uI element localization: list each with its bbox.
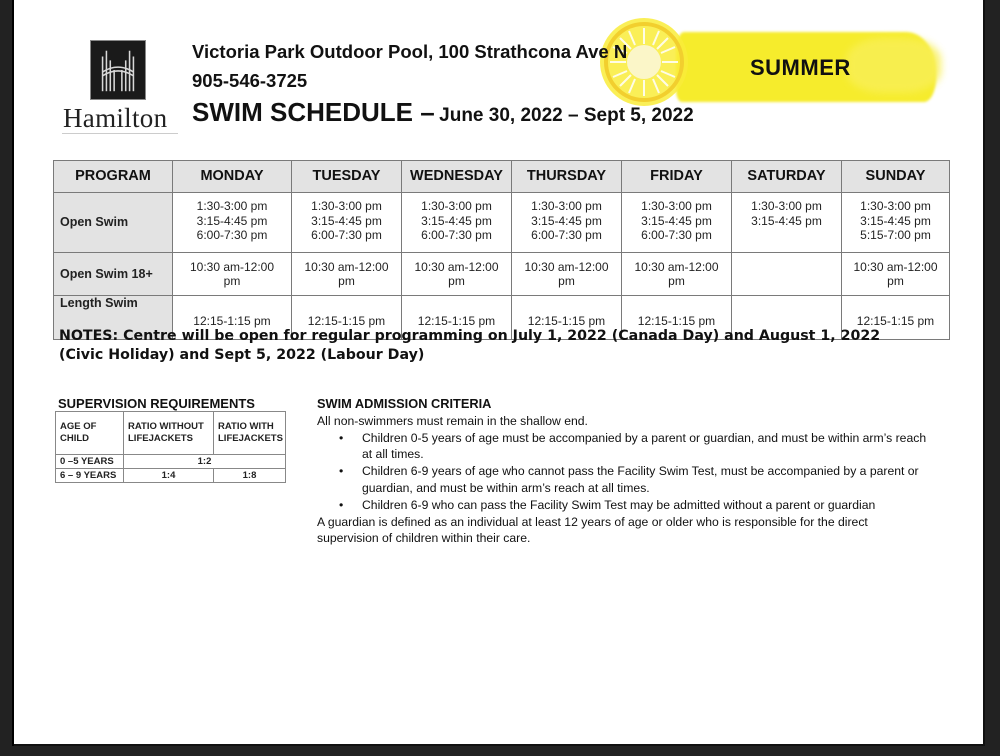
guardian-definition: supervision of children within their care.	[317, 531, 531, 546]
schedule-title: SWIM SCHEDULE –	[192, 97, 435, 127]
schedule-cell-sunday	[842, 253, 950, 296]
schedule-cell-saturday	[732, 193, 842, 253]
list-item	[317, 463, 957, 497]
season-badge: SUMMER	[750, 55, 851, 80]
supervision-header-row	[56, 412, 286, 455]
yellow-brush-tail	[846, 38, 941, 93]
admission-criteria	[317, 396, 957, 547]
table-row-open-swim-18plus	[54, 253, 950, 296]
schedule-cell-friday	[622, 193, 732, 253]
program-name: Open Swim	[54, 193, 173, 253]
admission-intro: All non-swimmers must remain in the shallow end.	[317, 413, 588, 428]
time-slot: pm	[668, 274, 685, 288]
column-header-ratio-without: RATIO WITHOUT LIFEJACKETS	[124, 412, 214, 455]
time-slot: 12:15-1:15 pm	[417, 314, 496, 329]
hamilton-logo-icon	[90, 40, 146, 100]
time-slot: 10:30 am-12:00	[189, 259, 275, 274]
admission-title: SWIM ADMISSION CRITERIA	[317, 396, 492, 411]
time-slot: 3:15-4:45 pm	[311, 213, 382, 228]
time-slot: pm	[448, 274, 465, 288]
swim-schedule-table	[53, 160, 950, 340]
time-slot: 5:15-7:00 pm	[860, 228, 931, 242]
ratio-without-lifejackets: 1:4	[124, 469, 214, 483]
time-slot: 3:15-4:45 pm	[860, 213, 931, 228]
supervision-row	[56, 469, 286, 483]
bullet-icon: •	[339, 430, 344, 445]
wordmark-underline	[62, 133, 178, 134]
column-header-wednesday: WEDNESDAY	[402, 161, 512, 193]
column-header-saturday: SATURDAY	[732, 161, 842, 193]
age-group: 0 –5 YEARS	[56, 455, 124, 469]
time-slot: 10:30 am-12:00	[414, 259, 499, 274]
program-name: Open Swim 18+	[54, 253, 173, 296]
admission-list	[317, 430, 957, 514]
bullet-icon: •	[339, 497, 344, 512]
table-row-open-swim	[54, 193, 950, 253]
column-header-thursday: THURSDAY	[512, 161, 622, 193]
holiday-notes	[59, 327, 949, 365]
list-item-text: at all times.	[362, 447, 424, 462]
column-header-tuesday: TUESDAY	[292, 161, 402, 193]
supervision-table	[55, 411, 286, 483]
time-slot: 6:00-7:30 pm	[196, 228, 268, 242]
ratio-combined: 1:2	[124, 455, 286, 469]
time-slot: 12:15-1:15 pm	[193, 314, 271, 329]
time-slot: pm	[338, 274, 355, 288]
page-title	[192, 97, 694, 128]
column-header-ratio-with: RATIO WITH LIFEJACKETS	[214, 412, 286, 455]
schedule-date-range: June 30, 2022 – Sept 5, 2022	[439, 105, 694, 126]
time-slot: 3:15-4:45 pm	[421, 213, 492, 228]
column-header-friday: FRIDAY	[622, 161, 732, 193]
bullet-icon: •	[339, 464, 344, 479]
organization-wordmark: Hamilton	[63, 103, 168, 133]
list-item-text: guardian, and must be within arm’s reach at all times.	[362, 480, 650, 495]
time-slot: pm	[558, 274, 575, 288]
time-slot: 1:30-3:00 pm	[196, 199, 268, 213]
time-slot: 10:30 am-12:00	[524, 259, 609, 274]
schedule-cell-monday	[173, 193, 292, 253]
column-header-age: AGE OF CHILD	[56, 412, 124, 455]
time-slot: 6:00-7:30 pm	[641, 228, 712, 242]
time-slot: 1:30-3:00 pm	[751, 199, 822, 213]
hamilton-h-arch-icon	[91, 41, 145, 99]
time-slot: 3:15-4:45 pm	[531, 213, 602, 228]
time-slot: 1:30-3:00 pm	[860, 199, 931, 213]
schedule-cell-friday	[622, 253, 732, 296]
list-item	[317, 430, 957, 464]
column-header-monday: MONDAY	[173, 161, 292, 193]
season-banner	[596, 10, 946, 110]
time-slot: 10:30 am-12:00	[304, 259, 389, 274]
time-slot: 1:30-3:00 pm	[421, 199, 492, 213]
column-header-program: PROGRAM	[54, 161, 173, 193]
time-slot: 3:15-4:45 pm	[641, 213, 712, 228]
time-slot: pm	[223, 274, 241, 288]
time-slot: 1:30-3:00 pm	[531, 199, 602, 213]
pool-phone: 905-546-3725	[192, 70, 308, 91]
notes-line: (Civic Holiday) and Sept 5, 2022 (Labour Day)	[59, 347, 425, 363]
list-item	[317, 497, 957, 514]
pool-address: Victoria Park Outdoor Pool, 100 Strathcona Ave N	[192, 41, 628, 62]
time-slot: 12:15-1:15 pm	[856, 314, 935, 329]
time-slot: 1:30-3:00 pm	[641, 199, 712, 213]
time-slot: 6:00-7:30 pm	[421, 228, 492, 242]
time-slot: 10:30 am-12:00	[634, 259, 719, 274]
column-header-sunday: SUNDAY	[842, 161, 950, 193]
supervision-title: SUPERVISION REQUIREMENTS	[58, 396, 255, 411]
guardian-definition: A guardian is defined as an individual at least 12 years of age or older who is responsible for the direct	[317, 514, 868, 529]
time-slot: 3:15-4:45 pm	[196, 213, 268, 228]
list-item-text: Children 6-9 who can pass the Facility Swim Test may be admitted without a parent or guardian	[362, 497, 876, 512]
schedule-cell-tuesday	[292, 253, 402, 296]
notes-line: NOTES: Centre will be open for regular programming on July 1, 2022 (Canada Day) and August 1, 2022	[59, 328, 881, 344]
program-name: Length Swim	[54, 296, 173, 340]
ratio-with-lifejackets: 1:8	[214, 469, 286, 483]
time-slot: 12:15-1:15 pm	[527, 314, 606, 329]
time-slot: 12:15-1:15 pm	[307, 314, 386, 329]
supervision-row	[56, 455, 286, 469]
age-group: 6 – 9 YEARS	[56, 469, 124, 483]
time-slot: 12:15-1:15 pm	[637, 314, 716, 329]
time-slot: pm	[887, 274, 904, 288]
schedule-cell-thursday	[512, 193, 622, 253]
table-header-row	[54, 161, 950, 193]
time-slot: 3:15-4:45 pm	[751, 213, 822, 228]
schedule-cell-thursday	[512, 253, 622, 296]
schedule-cell-wednesday	[402, 193, 512, 253]
schedule-cell-tuesday	[292, 193, 402, 253]
schedule-cell-sunday	[842, 193, 950, 253]
list-item-text: Children 0-5 years of age must be accompanied by a parent or guardian, and must be within arm’s reach	[362, 430, 927, 445]
time-slot: 1:30-3:00 pm	[311, 199, 382, 213]
time-slot: 6:00-7:30 pm	[311, 228, 382, 242]
time-slot: 10:30 am-12:00	[853, 259, 938, 274]
schedule-cell-wednesday	[402, 253, 512, 296]
schedule-cell-monday	[173, 253, 292, 296]
list-item-text: Children 6-9 years of age who cannot pass the Facility Swim Test, must be accompanied by a parent or	[362, 464, 919, 479]
time-slot: 6:00-7:30 pm	[531, 228, 602, 242]
schedule-cell-saturday-empty	[732, 253, 842, 296]
